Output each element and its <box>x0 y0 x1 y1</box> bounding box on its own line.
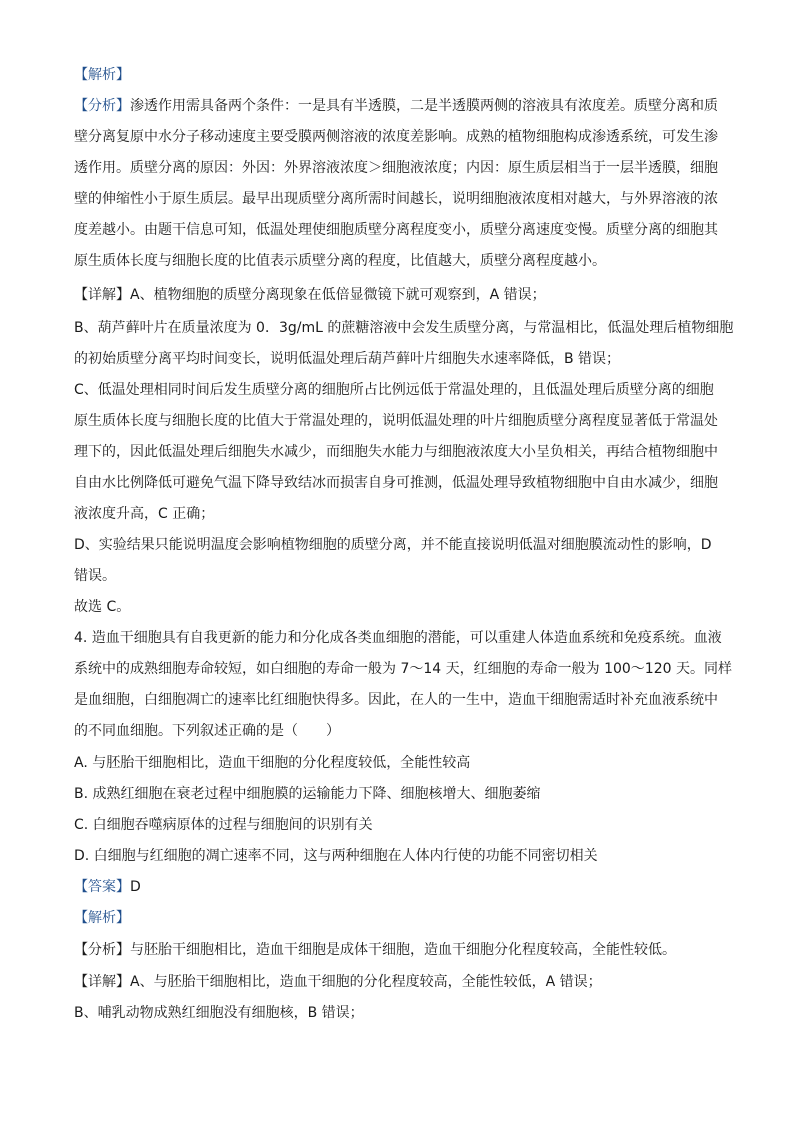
q4-option-a: A. 与胚胎干细胞相比，造血干细胞的分化程度较低，全能性较高 <box>74 755 471 771</box>
q4-answer-value: D <box>130 879 141 895</box>
q4-stem-line: 的不同血细胞。下列叙述正确的是（ ） <box>74 723 340 739</box>
q4-detail-text: A、与胚胎干细胞相比，造血干细胞的分化程度较高，全能性较低，A 错误； <box>130 974 602 990</box>
q4-option-d: D. 白细胞与红细胞的凋亡速率不同，这与两种细胞在人体内行使的功能不同密切相关 <box>74 848 598 864</box>
q3-detail-line: 液浓度升高，C 正确； <box>74 506 215 522</box>
q4-stem-line: 4. 造血干细胞具有自我更新的能力和分化成各类血细胞的潜能，可以重建人体造血系统和免疫系统。血液 <box>74 630 722 646</box>
q3-detail-line: 错误。 <box>74 568 116 584</box>
q3-analysis-text: 渗透作用需具备两个条件：一是具有半透膜，二是半透膜两侧的溶液具有浓度差。质壁分离和质 <box>130 98 718 114</box>
q3-detail-line: C、低温处理相同时间后发生质壁分离的细胞所占比例远低于常温处理的，且低温处理后质壁分离的细胞 <box>74 382 714 398</box>
q4-option-b: B. 成熟红细胞在衰老过程中细胞膜的运输能力下降、细胞核增大、细胞萎缩 <box>74 786 541 802</box>
q4-detail-line <box>74 972 724 992</box>
q3-detail-line: 理下的，因此低温处理后细胞失水减少，而细胞失水能力与细胞液浓度大小呈负相关，再结合植物细胞中 <box>74 444 718 460</box>
q3-detail-line: B、葫芦藓叶片在质量浓度为 0．3g/mL 的蔗糖溶液中会发生质壁分离，与常温相比，低温处理后植物细胞 <box>74 320 734 336</box>
q3-detail-line: D、实验结果只能说明温度会影响植物细胞的质壁分离，并不能直接说明低温对细胞膜流动性的影响，D <box>74 537 712 553</box>
q3-detail-line: 的初始质壁分离平均时间变长，说明低温处理后葫芦藓叶片细胞失水速率降低，B 错误； <box>74 351 621 367</box>
q3-detail-text: A、植物细胞的质壁分离现象在低倍显微镜下就可观察到，A 错误； <box>130 287 546 303</box>
q3-detail-line <box>74 285 724 305</box>
q4-answer-line <box>74 877 724 897</box>
q4-analysis-line <box>74 940 724 960</box>
q4-answer-label: 【答案】 <box>74 879 130 895</box>
q3-analysis-label: 【分析】 <box>74 98 130 114</box>
q4-analysis-text: 与胚胎干细胞相比，造血干细胞是成体干细胞，造血干细胞分化程度较高，全能性较低。 <box>130 942 676 958</box>
q4-option-c: C. 白细胞吞噬病原体的过程与细胞间的识别有关 <box>74 817 373 833</box>
q4-stem-line: 是血细胞，白细胞凋亡的速率比红细胞快得多。因此，在人的一生中，造血干细胞需适时补充血液系统中 <box>74 692 718 708</box>
q3-analysis-line: 壁的伸缩性小于原生质层。最早出现质壁分离所需时间越长，说明细胞液浓度相对越大，与外界溶液的浓 <box>74 191 718 207</box>
q3-analysis-line: 度差越小。由题干信息可知，低温处理使细胞质壁分离程度变小，质壁分离速度变慢。质壁分离的细胞其 <box>74 222 718 238</box>
q4-analysis-label: 【分析】 <box>74 942 130 958</box>
q3-detail-line: 自由水比例降低可避免气温下降导致结冰而损害自身可推测，低温处理导致植物细胞中自由水减少，细胞 <box>74 475 718 491</box>
q4-stem-line: 系统中的成熟细胞寿命较短，如白细胞的寿命一般为 7～14 天，红细胞的寿命一般为 100～120 天。同样 <box>74 661 732 677</box>
q4-analysis-heading: 【解析】 <box>74 910 130 926</box>
q3-analysis-line <box>74 96 724 116</box>
q3-analysis-line: 原生质体长度与细胞长度的比值表示质壁分离的程度，比值越大，质壁分离程度越小。 <box>74 253 606 269</box>
q4-detail-line: B、哺乳动物成熟红细胞没有细胞核，B 错误； <box>74 1005 364 1021</box>
q4-detail-label: 【详解】 <box>74 974 130 990</box>
q3-detail-line: 原生质体长度与细胞长度的比值大于常温处理的，说明低温处理的叶片细胞质壁分离程度显著低于常温处 <box>74 413 718 429</box>
q3-analysis-line: 透作用。质壁分离的原因：外因：外界溶液浓度＞细胞液浓度；内因：原生质层相当于一层半透膜，细胞 <box>74 160 718 176</box>
q3-analysis-line: 壁分离复原中水分子移动速度主要受膜两侧溶液的浓度差影响。成熟的植物细胞构成渗透系统，可发生渗 <box>74 129 718 145</box>
q3-conclusion: 故选 C。 <box>74 599 131 615</box>
analysis-heading: 【解析】 <box>74 67 130 83</box>
q3-detail-label: 【详解】 <box>74 287 130 303</box>
